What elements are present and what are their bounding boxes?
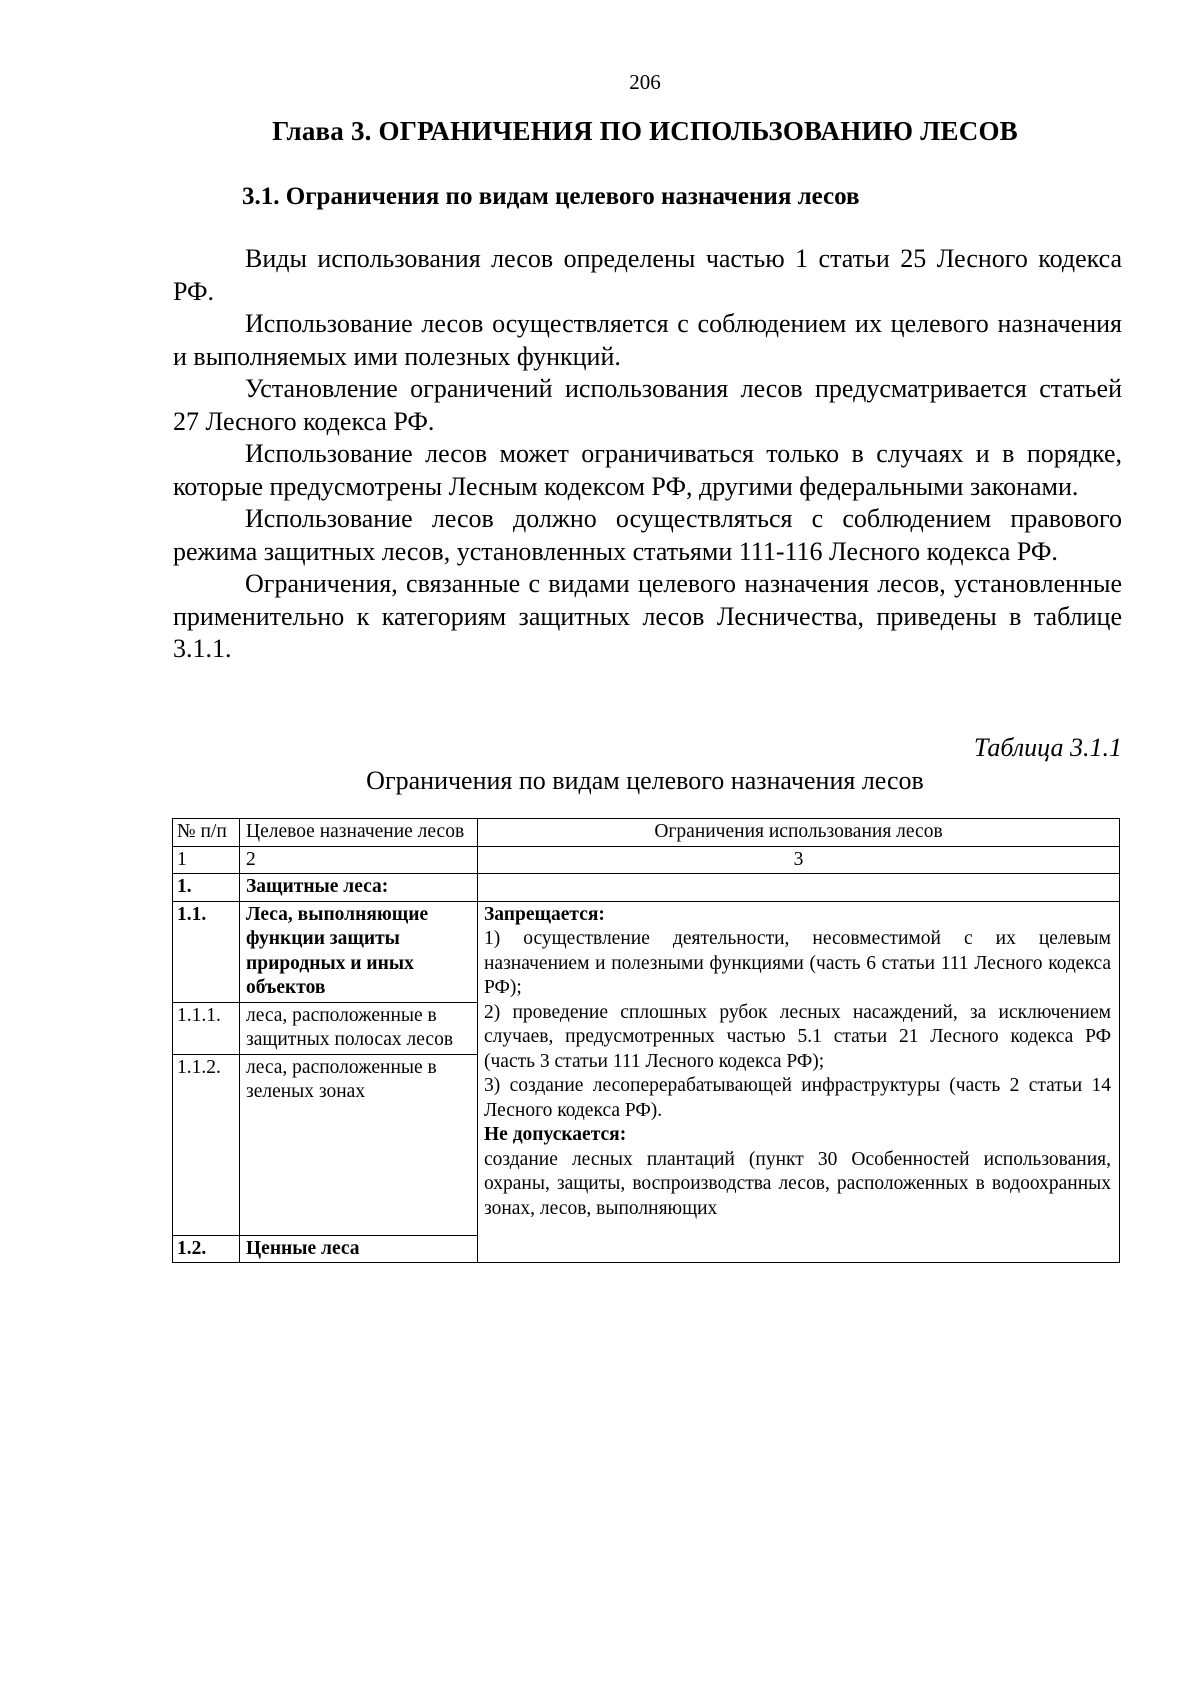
row-purpose: Леса, выполняющие функции защиты природных и иных объектов <box>240 901 478 1002</box>
body-text <box>173 243 1122 666</box>
paragraph: Использование лесов должно осуществляться с соблюдением правового режима защитных лесов, установленных статьями 111-116 Лесного кодекса РФ. <box>173 504 1122 566</box>
restriction-item: 3) создание лесоперерабатывающей инфраструктуры (часть 2 статьи 14 Лесного кодекса РФ). <box>484 1075 1111 1121</box>
row-purpose: леса, расположенные в зеленых зонах <box>240 1054 478 1235</box>
column-number: 1 <box>173 846 240 874</box>
chapter-title: Глава 3. ОГРАНИЧЕНИЯ ПО ИСПОЛЬЗОВАНИЮ ЛЕСОВ <box>272 116 1018 146</box>
header-purpose: Целевое назначение лесов <box>240 819 478 847</box>
table-row <box>173 901 1120 1002</box>
row-num: 1.1.1. <box>173 1002 240 1054</box>
not-allowed-text: создание лесных плантаций (пункт 30 Особенностей использования, охраны, защиты, воспроизводства лесов, расположенных в водоохранных зонах, лесов, выполняющих <box>484 1148 1111 1219</box>
section-title: 3.1. Ограничения по видам целевого назначения лесов <box>242 183 860 210</box>
header-num: № п/п <box>173 819 240 847</box>
row-purpose: леса, расположенные в защитных полосах лесов <box>240 1002 478 1054</box>
page-number: 206 <box>629 70 661 94</box>
paragraph: Установление ограничений использования лесов предусматривается статьей 27 Лесного кодекса РФ. <box>173 374 1122 436</box>
restrictions-cell <box>478 901 1120 1263</box>
not-allowed-heading: Не допускается: <box>484 1124 627 1145</box>
paragraph: Ограничения, связанные с видами целевого назначения лесов, установленные применительно к категориям защитных лесов Лесничества, приведены в таблице 3.1.1. <box>173 569 1122 663</box>
row-num: 1. <box>173 874 240 902</box>
table-row <box>173 874 1120 902</box>
row-restrictions-empty <box>478 874 1120 902</box>
row-num: 1.2. <box>173 1235 240 1263</box>
table-title: Ограничения по видам целевого назначения лесов <box>366 766 924 795</box>
row-num: 1.1.2. <box>173 1054 240 1235</box>
paragraph: Виды использования лесов определены частью 1 статьи 25 Лесного кодекса РФ. <box>173 244 1122 306</box>
row-purpose: Ценные леса <box>240 1235 478 1263</box>
restriction-item: 2) проведение сплошных рубок лесных насаждений, за исключением случаев, предусмотренных частью 5.1 статьи 21 Лесного кодекса РФ (часть 3 статьи 111 Лесного кодекса РФ); <box>484 1001 1111 1072</box>
restriction-item: 1) осуществление деятельности, несовместимой с их целевым назначением и полезными функциями (часть 6 статьи 111 Лесного кодекса РФ); <box>484 928 1111 998</box>
prohibited-heading: Запрещается: <box>484 903 605 925</box>
row-purpose: Защитные леса: <box>240 874 478 902</box>
column-number: 3 <box>478 846 1120 874</box>
restrictions-table <box>172 818 1120 1263</box>
column-number-row <box>173 846 1120 874</box>
table-header-row <box>173 819 1120 847</box>
row-num: 1.1. <box>173 901 240 1002</box>
table-label: Таблица 3.1.1 <box>973 733 1122 762</box>
header-restrictions: Ограничения использования лесов <box>478 819 1120 847</box>
paragraph: Использование лесов осуществляется с соблюдением их целевого назначения и выполняемых ими полезных функций. <box>173 309 1122 371</box>
paragraph: Использование лесов может ограничиваться только в случаях и в порядке, которые предусмотрены Лесным кодексом РФ, другими федеральными законами. <box>173 439 1122 501</box>
column-number: 2 <box>240 846 478 874</box>
